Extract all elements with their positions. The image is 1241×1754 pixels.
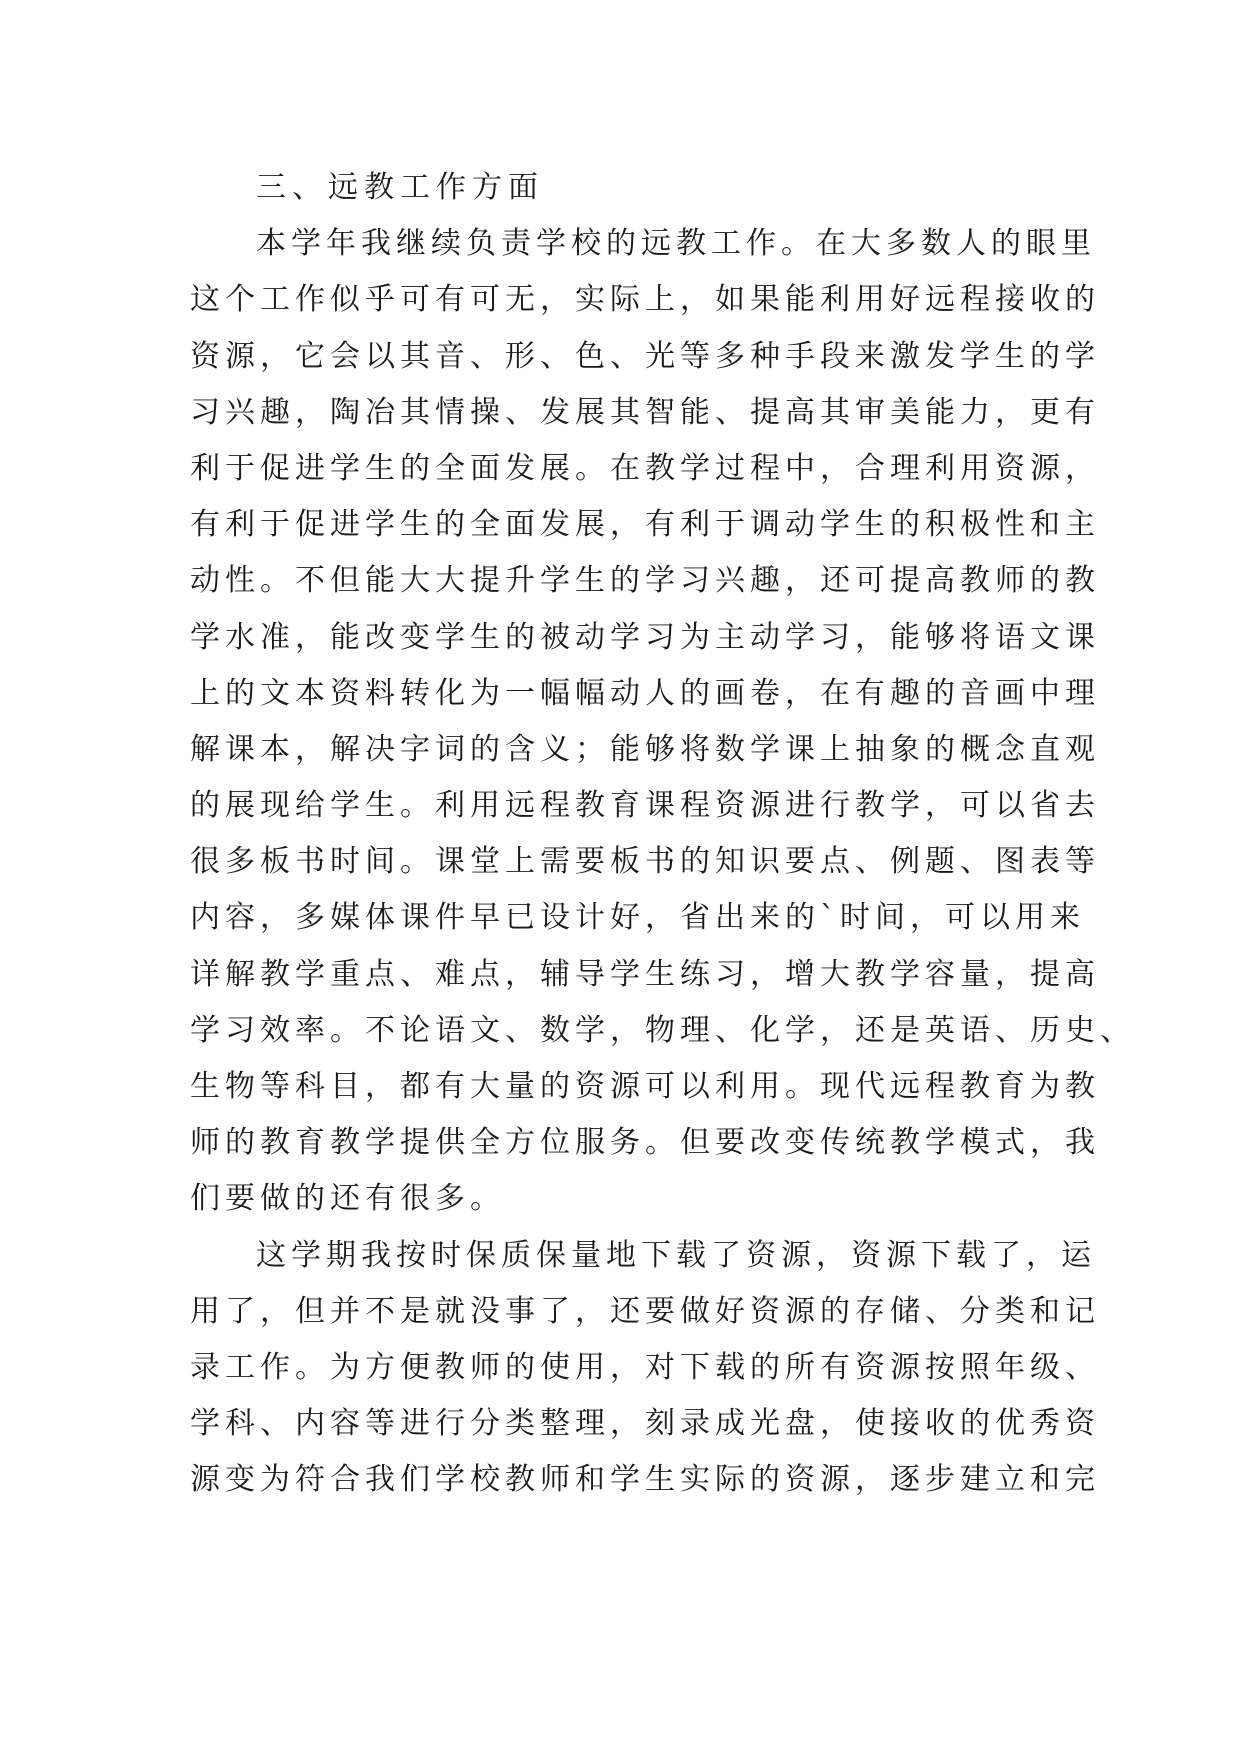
paragraph-line: 学水准，能改变学生的被动学习为主动学习，能够将语文课 [190, 619, 1100, 655]
paragraph-line: 内容，多媒体课件早已设计好，省出来的`时间，可以用来 [190, 900, 1085, 936]
paragraph-line: 用了，但并不是就没事了，还要做好资源的存储、分类和记 [190, 1293, 1100, 1329]
paragraph-line: 录工作。为方便教师的使用，对下载的所有资源按照年级、 [190, 1349, 1100, 1385]
paragraph-1 [190, 216, 1135, 1227]
paragraph-line: 很多板书时间。课堂上需要板书的知识要点、例题、图表等 [190, 844, 1100, 880]
paragraph-line: 习兴趣，陶冶其情操、发展其智能、提高其审美能力，更有 [190, 394, 1100, 430]
paragraph-2 [190, 1228, 1100, 1509]
paragraph-line: 本学年我继续负责学校的远教工作。在大多数人的眼里 [256, 226, 1096, 262]
paragraph-line: 资源，它会以其音、形、色、光等多种手段来激发学生的学 [190, 338, 1100, 374]
paragraph-line: 有利于促进学生的全面发展，有利于调动学生的积极性和主 [190, 507, 1100, 543]
paragraph-line: 生物等科目，都有大量的资源可以利用。现代远程教育为教 [190, 1069, 1100, 1104]
paragraph-line: 这学期我按时保质保量地下载了资源，资源下载了，运 [256, 1237, 1096, 1273]
paragraph-line: 利于促进学生的全面发展。在教学过程中，合理利用资源， [190, 450, 1100, 486]
paragraph-line: 学科、内容等进行分类整理，刻录成光盘，使接收的优秀资 [190, 1406, 1100, 1442]
paragraph-line: 源变为符合我们学校教师和学生实际的资源，逐步建立和完 [190, 1462, 1100, 1498]
section-heading: 三、远教工作方面 [256, 170, 544, 205]
document-body [190, 160, 1135, 1509]
paragraph-line: 这个工作似乎可有可无，实际上，如果能利用好远程接收的 [190, 282, 1100, 318]
paragraph-line: 上的文本资料转化为一幅幅动人的画卷，在有趣的音画中理 [190, 675, 1100, 711]
paragraph-line: 们要做的还有很多。 [190, 1181, 505, 1217]
paragraph-line: 解课本，解决字词的含义；能够将数学课上抽象的概念直观 [190, 731, 1100, 767]
paragraph-line: 学习效率。不论语文、数学，物理、化学，还是英语、历史、 [190, 1012, 1135, 1048]
paragraph-line: 详解教学重点、难点，辅导学生练习，增大教学容量，提高 [190, 956, 1100, 992]
paragraph-line: 动性。不但能大大提升学生的学习兴趣，还可提高教师的教 [190, 563, 1100, 599]
paragraph-line: 师的教育教学提供全方位服务。但要改变传统教学模式，我 [190, 1125, 1100, 1161]
paragraph-line: 的展现给学生。利用远程教育课程资源进行教学，可以省去 [190, 788, 1100, 824]
